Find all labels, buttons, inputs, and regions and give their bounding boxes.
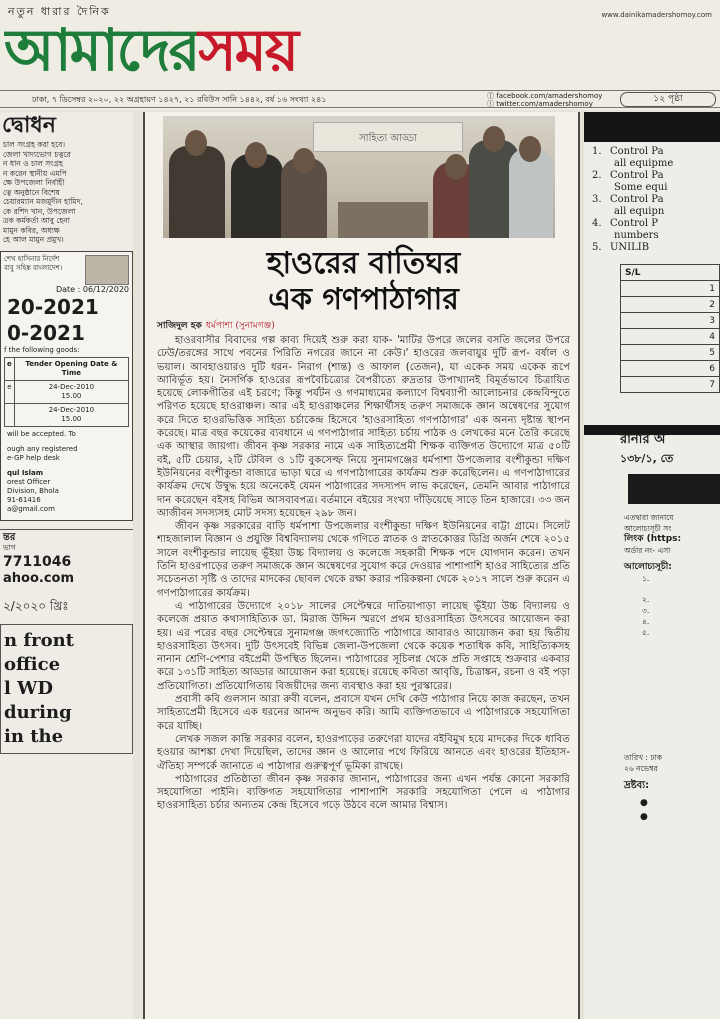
facebook-icon: ⓕ <box>487 92 497 100</box>
tender-table <box>4 357 129 427</box>
notice-date-block: তারিখ : ঢাক ২৬ নভেম্বর <box>624 753 662 773</box>
newspaper-logo <box>4 18 716 82</box>
article-photo <box>163 116 555 238</box>
logo-part-red: সময় <box>198 18 298 82</box>
sl-table <box>620 264 720 393</box>
notice-phone: 7711046 <box>3 553 72 570</box>
portrait-image <box>85 255 129 285</box>
bullet-icon: ● <box>640 812 648 822</box>
article-headline: হাওরের বাতিঘর এক গণপাঠাগার <box>266 246 461 317</box>
dateline <box>0 90 720 108</box>
author-name: সাজিদুল হক <box>157 321 202 331</box>
second-notice: ন্তর ভাগ 7711046 ahoo.com ২/২০২০ খ্রিঃ <box>0 529 133 614</box>
issue-date: ঢাকা, ৭ ডিসেম্বর ২০২০, ২২ অগ্রহায়ণ ১৪২৭, ২১ রবিউস সানি ১৪৪২, বর্ষ ১৬ সংখ্যা ২৪১ <box>32 95 327 104</box>
table-row: 1 <box>621 281 720 297</box>
note-label: দ্রষ্টব্য: <box>624 780 650 791</box>
tender-contact: will be accepted. To ough any registered e-GP help desk qul Islam orest Officer Division, Bhola 91-61416 a@gmail.com <box>4 427 129 517</box>
bullet-icon: ● <box>640 798 648 808</box>
logo-part-green: আমাদের <box>4 18 199 82</box>
table-row: 7 <box>621 377 720 393</box>
tender-table-header-2: Tender Opening Date & Time <box>14 357 128 380</box>
list-item: 3. Control Pa <box>592 194 664 205</box>
paragraph: লেখক সজল কান্তি সরকার বলেন, হাওরপাড়ের তরুণেরা যাদের বইবিমুখ হয়ে মাদকের দিকে ধাবিত হওয়ার আশঙ্কা দেখা দিয়েছিল, তাদের জ্ঞান ও আলোর পথে ফিরিয়ে আনতে এবং হাওরের ইতিহাস-ঐতিহ্য সম্পর্কে জানাতে এ পাঠাগার গুরুত্বপূর্ণ ভূমিকা রাখছে। <box>157 733 570 772</box>
english-notice-box: n front office l WD during in the <box>0 624 133 754</box>
facebook-link[interactable]: ⓕ facebook.com/amadershomoy <box>487 92 603 100</box>
left-intro-text: চাল সংগ্রহ করা হবে। জেলা খাদ্যভোগ চত্বরে ন ধান ও চাল সংগ্রহ ন করেন স্থানীয় এমপি ক্ষে উপজেলা নির্বাহী ত্বে অনুষ্ঠানে বিশেষ চেয়ারম্যান মজমুদীন হামিদ, কে রশিদ খান, উপজেলা ত্রক কর্মকর্তা আবু হেনা মামুন কবির, অধ্যক্ষ হে আল মামুন প্রমুখ। <box>3 140 83 244</box>
table-row: 2 <box>621 297 720 313</box>
tender-year-2: 0-2021 <box>7 320 85 345</box>
tender-table-header-1: e <box>5 357 15 380</box>
left-heading: দ্বোধন <box>2 113 56 138</box>
paragraph: এ পাঠাগারের উদ্যোগে ২০১৮ সালের সেপ্টেম্বরে দাতিয়াপাড়া লায়েছ ভূঁইয়া উচ্চ বিদ্যালয় ও কলেজে প্রয়াত কথাসাহিত্যিক ডা. মিরাজ উদ্দিন স্মরণে প্রথম হাওরসাহিত্য উৎসবের আয়োজন করা হয়। এর পরের বছর সেপ্টেম্বরে সুনামগঞ্জ জগৎজ্যোতি পাঠাগারে আবারও আয়োজন করা হয় দ্বিতীয় হাওরসাহিত্য উৎসব। দুটি উৎসবেই বিভিন্ন জেলা-উপজেলা থেকে কয়েক শতাধিক কবি, সাহিত্যিকসহ নানান শ্রেণি-পেশার বইপ্রেমী উপস্থিত ছিলেন। পাঠাগারের সূচিলগ্ন থেকে প্রতি সপ্তাহে শুক্রবার একবার করে ১৩১টি সাহিত্য আড্ডার আয়োজন করা হয়েছে। রয়েছে কবিতা আবৃত্তি, চিত্রাঙ্কন, রচনা ও বই পড়া প্রতিযোগিতা। প্রতিযোগিতায় বিজয়ীদের জন্য ব্যবস্থাও করা হয় পুরস্কারের। <box>157 600 570 692</box>
right-column <box>584 112 720 1019</box>
runner-heading: রানার অ <box>620 432 666 447</box>
paragraph: পাঠাগারের প্রতিষ্ঠাতা জীবন কৃষ্ণ সরকার জানান, পাঠাগারের জন্য এখন পর্যন্ত কোনো সরকারি সহযোগিতা পাইনি। ব্যক্তিগত সহযোগিতার পাশাপাশি সরকারি সহযোগিতা পেলে এ পাঠাগার হাওরসাহিত্য চর্চার অন্যতম কেন্দ্র হিসেবে গড়ে উঠবে বলে আমার বিশ্বাস। <box>157 773 570 812</box>
notice-link[interactable]: লিংক (https: <box>624 534 682 544</box>
twitter-icon: ⓣ <box>487 100 497 108</box>
table-row: e 24-Dec-2010 15.00 <box>5 380 129 403</box>
tagline: নতুন ধারার দৈনিক <box>8 5 111 18</box>
table-row: 4 <box>621 329 720 345</box>
ad-caption-2: বাবু সহিঙ্ক বাংলাদেশ। <box>4 263 63 272</box>
runner-address: ১৩৮/১, তে <box>620 452 674 465</box>
paragraph: হাওরবাসীর বিবাদের গল্প কাব্য দিয়েই শুরু করা যাক- 'মাটির উপরে জলের বসতি জলের উপরে ঢেউ/তরঙ্গের সাথে পবনের পিরিতি নগরের জানে না কেউ।' হাওরের জলবায়ুর দুটি রূপ- বর্ষাল ও ভয়াল। আবহাওয়ারও দুটি ধরন- নিরাগ (শান্ত) ও আফাল (তেজন), যা একেক সময় একেক রূপে আবির্ভূত হয়। নৈসর্গিক হাওরের রূপবৈচিত্র্যের বৈপরীত্যে রুদ্রতার উপাখ্যানই বিমূর্তভাবে চিত্রায়িত হয়েছে লোকগীতির এই চরণে; কিন্তু পর্যটন ও গণমাধ্যমের কল্যাণে বিশ্বব্যাপী আলোচনার কেন্দ্রবিন্দুতে পরিণত হয়েছে হাওরাঞ্চল। আর এই হাওরাঞ্চলের শিক্ষার্থীসহ তরুণ সমাজকে জ্ঞান অন্বেষণের সুযোগ করে দিতে হাওরভিত্তিক সাহিত্য চর্চাকেন্দ্র হিসেবে 'হাওরসাহিত্য গণপাঠাগার' এক অনন্য দৃষ্টান্ত স্থাপন করেছে। মাত্র বছর কয়েকের ব্যবধানে এ গণপাঠাগার সাহিত্য চর্চায় পাঠক ও লেখকের মনে তৈরি করেছে এক আস্থার জায়গা। জীবন কৃষ্ণ সরকার নামে এক সাহিত্যপ্রেমী শিক্ষক ব্যক্তিগত উদ্যোগে মাত্র ৫০টি বই, ৫টি চেয়ার, ২টি টেবিল ও ১টি বুকসেল্ফ নিয়ে সুনামগঞ্জের ধর্মপাশা উপজেলার বংশীকুন্ডা দক্ষিণ ইউনিয়নের বংশীকুন্ডা বাজারে ভাড়া ঘরে এ গণপাঠাগারের কার্যক্রম শুরু করেছিলেন। এ গণপাঠাগারের কার্যক্রম দেখে উদ্বুদ্ধ হয়ে অনেকেই যেমন পাঠাগারের সদস্যপদ লাভ করেছেন, তেমনি আবার পাঠাগারে দান করেছেন বইসহ বিভিন্ন আসবাবপত্র। বর্তমানে বইয়ের সংখ্যা দাঁড়িয়েছে সাড়ে তিন হাজারে। ৩৩ জন আজীবন সদস্যসহ মোট সদস্য হয়েছেন ২৯৮ জন। <box>157 335 570 519</box>
table-row: 5 <box>621 345 720 361</box>
photo-banner: সাহিত্য আড্ডা <box>313 122 463 152</box>
ad-caption-1: শেখ হাসিনার নির্দেশ <box>4 254 60 263</box>
list-item: 2. Control Pa <box>592 170 664 181</box>
notice-date: ২/২০২০ খ্রিঃ <box>3 598 69 613</box>
byline <box>157 318 275 333</box>
paragraph: জীবন কৃষ্ণ সরকারের বাড়ি ধর্মপাশা উপজেলার বংশীকুন্ডা দক্ষিণ ইউনিয়নের বাট্টা গ্রামে। সিলেট শাহজালাল বিজ্ঞান ও প্রযুক্তি বিশ্ববিদ্যালয় থেকে গণিতে স্নাতক ও স্নাতকোত্তর ডিগ্রি অর্জন শেষে ২০১৫ সালে বংশীকুন্ডার লায়েছ ভূঁইয়া উচ্চ বিদ্যালয় ও কলেজে সহকারী শিক্ষক পদে যোগদান করেন। তখন তিনি হাওরপাড়ের তরুণ সমাজকে জ্ঞান অন্বেষণের সুযোগ করে দেওয়ার পাশাপাশি হাওর সাহিত্যের প্রতি সচেতনতা সৃষ্টি ও তাদের মাদকের ছোবল থেকে রক্ষা করার পরিকল্পনা থেকে ২০১৭ সালে শুরু করেন এ গণপাঠাগারের কার্যক্রম। <box>157 521 570 599</box>
page-number: ১২ পৃষ্ঠা <box>620 92 716 107</box>
contact-email[interactable]: a@gmail.com <box>7 504 55 513</box>
table-row: 3 <box>621 313 720 329</box>
tender-year-1: 20-2021 <box>7 294 99 319</box>
ad-date: Date : 06/12/2020 <box>55 284 129 294</box>
list-item: 4. Control P <box>592 218 659 229</box>
table-row: 24-Dec-2010 15.00 <box>5 403 129 426</box>
main-article <box>143 112 580 1019</box>
byline-location: ধর্মপাশা (সুনামগঞ্জ) <box>205 321 275 331</box>
control-panel-list: 1. Control Pa all equipme 2. Control Pa Some equi 3. Control Pa all equipn 4. Control P numbers 5. UNILIB <box>592 146 720 254</box>
article-body <box>157 334 570 1014</box>
notice-body: এতদ্বারা জানাযে আলোচ্যসূচী সং লিংক (https: অর্ডার নং- এসা আলোচ্যসূচী: ১. ২. ৩. ৪. ৫. <box>624 512 720 638</box>
dark-header-bar <box>584 112 720 142</box>
masthead <box>0 0 720 110</box>
table-row: 6 <box>621 361 720 377</box>
twitter-link[interactable]: ⓣ twitter.com/amadershomoy <box>487 100 593 108</box>
left-column <box>0 112 133 1019</box>
bullet-list <box>640 796 648 824</box>
list-item: 1. Control Pa <box>592 146 664 157</box>
paragraph: প্রবাসী কবি গুলসান আরা রুবী বলেন, প্রবাসে যখন দেখি কেউ পাঠাগার নিয়ে কাজ করছেন, তখন সাহিত্যপ্রেমী হিসেবে এক ধরনের আনন্দ অনুভব করি। আমি ব্যক্তিগতভাবে এ পাঠাগারকে সহযোগিতা করে যাচ্ছি। <box>157 694 570 732</box>
tender-notice <box>0 251 133 521</box>
sl-header: S/L <box>621 265 720 281</box>
dark-block <box>628 474 720 504</box>
list-item: 5. UNILIB <box>592 242 650 253</box>
social-links <box>487 92 602 108</box>
goods-line: f the following goods: <box>4 345 80 354</box>
website-url[interactable]: www.dainikamadershomoy.com <box>601 11 712 19</box>
notice-email[interactable]: ahoo.com <box>3 570 75 586</box>
